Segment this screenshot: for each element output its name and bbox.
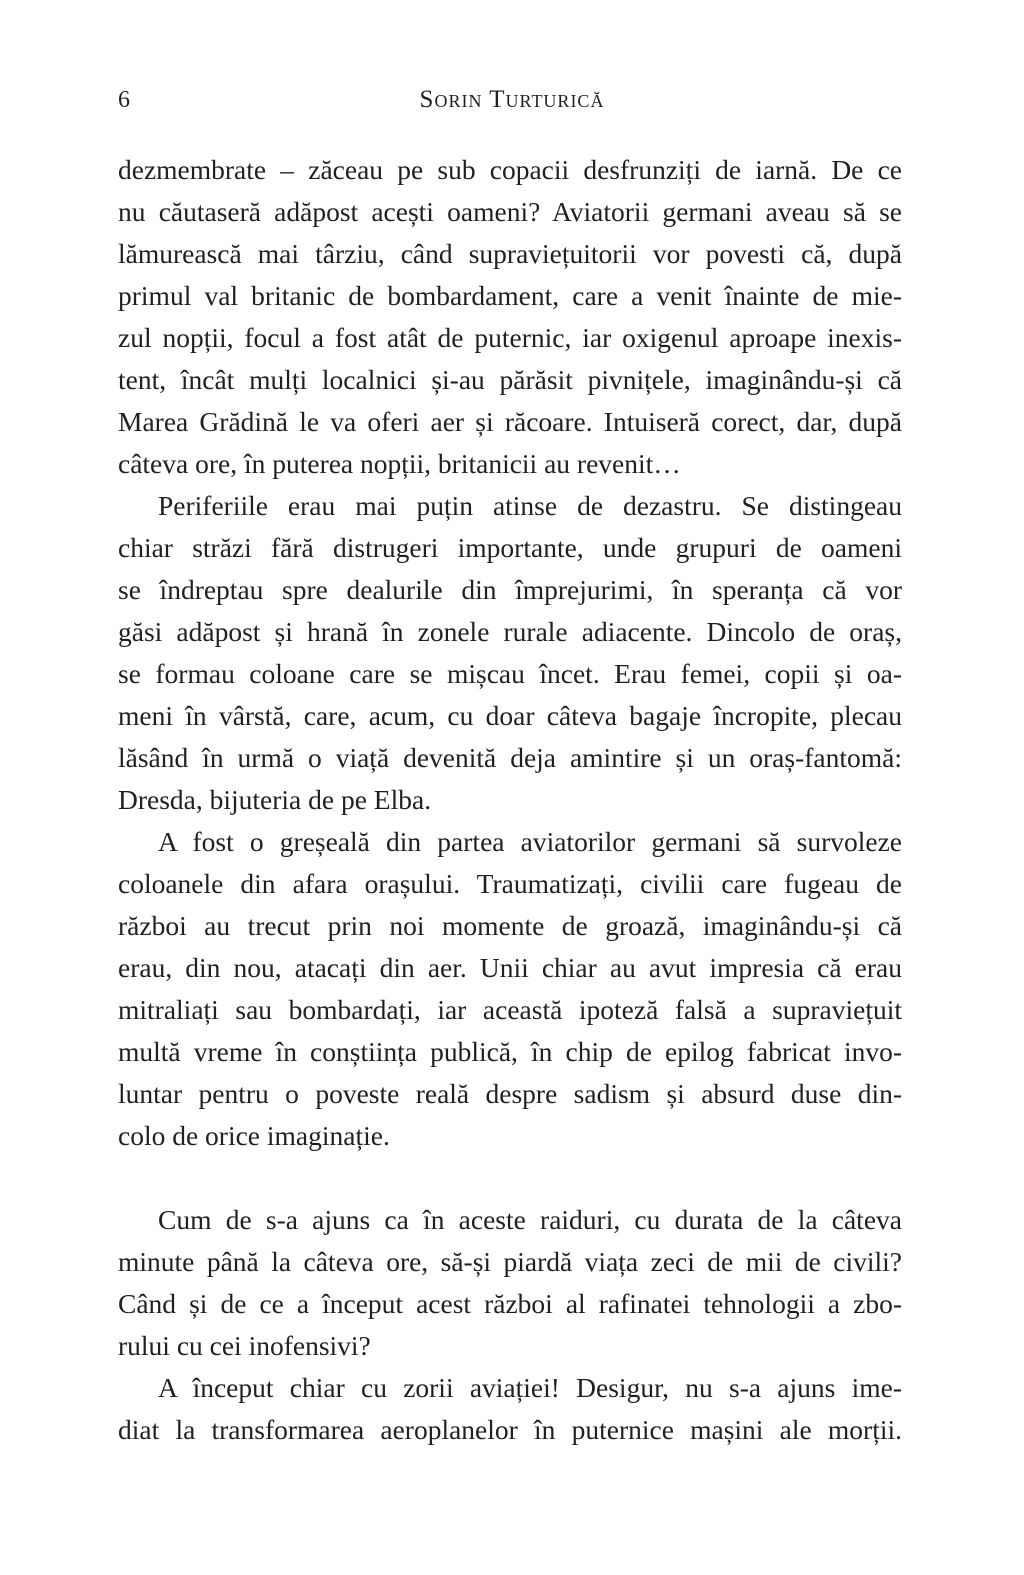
running-head: Sorin Turturică xyxy=(419,86,605,113)
text-line: Periferiile erau mai puțin atinse de dezastru. Se distingeau xyxy=(158,490,902,521)
text-line: coloanele din afara orașului. Traumatizați, civilii care fugeau de xyxy=(118,868,902,899)
text-line: minute până la câteva ore, să-și piardă viața zeci de mii de civili? xyxy=(118,1246,902,1277)
text-line: găsi adăpost și hrană în zonele rurale adiacente. Dincolo de oraș, xyxy=(118,616,902,647)
text-line: se formau coloane care se mișcau încet. Erau femei, copii și oa- xyxy=(118,658,902,689)
text-line: colo de orice imaginație. xyxy=(118,1120,390,1151)
text-line: nu căutaseră adăpost acești oameni? Aviatorii germani aveau să se xyxy=(118,196,902,227)
text-line: Când și de ce a început acest război al rafinatei tehnologii a zbo- xyxy=(118,1288,902,1319)
text-line: zul nopții, focul a fost atât de puternic, iar oxigenul aproape inexis- xyxy=(118,322,902,353)
text-line: multă vreme în conștiința publică, în chip de epilog fabricat invo- xyxy=(118,1036,902,1067)
text-line: primul val britanic de bombardament, care a venit înainte de mie- xyxy=(118,280,902,311)
text-line: meni în vârstă, care, acum, cu doar câteva bagaje încropite, plecau xyxy=(118,700,902,731)
text-line: Cum de s-a ajuns ca în aceste raiduri, cu durata de la câteva xyxy=(158,1204,902,1235)
text-line: tent, încât mulți localnici și-au părăsit pivnițele, imaginându-și că xyxy=(118,364,902,395)
text-line: lămurească mai târziu, când supraviețuitorii vor povesti că, după xyxy=(118,238,902,269)
text-line: A început chiar cu zorii aviației! Desigur, nu s-a ajuns ime- xyxy=(158,1372,902,1403)
text-line: A fost o greșeală din partea aviatorilor germani să survoleze xyxy=(158,826,902,857)
body-text xyxy=(118,149,902,1451)
text-line: diat la transformarea aeroplanelor în puternice mașini ale morții. xyxy=(118,1414,902,1445)
text-line: lăsând în urmă o viață devenită deja amintire și un oraș-fantomă: xyxy=(118,742,902,773)
page-number: 6 xyxy=(118,87,130,113)
text-line: Dresda, bijuteria de pe Elba. xyxy=(118,784,432,815)
text-line: mitraliați sau bombardați, iar această ipoteză falsă a supraviețuit xyxy=(118,994,902,1025)
text-line: câteva ore, în puterea nopții, britanicii au revenit… xyxy=(118,448,681,479)
text-line: chiar străzi fără distrugeri importante, unde grupuri de oameni xyxy=(118,532,902,563)
paragraph-break xyxy=(118,1157,902,1199)
text-line: război au trecut prin noi momente de groază, imaginându-și că xyxy=(118,910,902,941)
text-line: dezmembrate – zăceau pe sub copacii desfrunziți de iarnă. De ce xyxy=(118,154,902,185)
text-line: rului cu cei inofensivi? xyxy=(118,1330,371,1361)
text-line: luntar pentru o poveste reală despre sadism și absurd duse din- xyxy=(118,1078,902,1109)
text-line: Marea Grădină le va oferi aer și răcoare. Intuiseră corect, dar, după xyxy=(118,406,902,437)
text-line: erau, din nou, atacați din aer. Unii chiar au avut impresia că erau xyxy=(118,952,902,983)
text-line: se îndreptau spre dealurile din împrejurimi, în speranța că vor xyxy=(118,574,902,605)
